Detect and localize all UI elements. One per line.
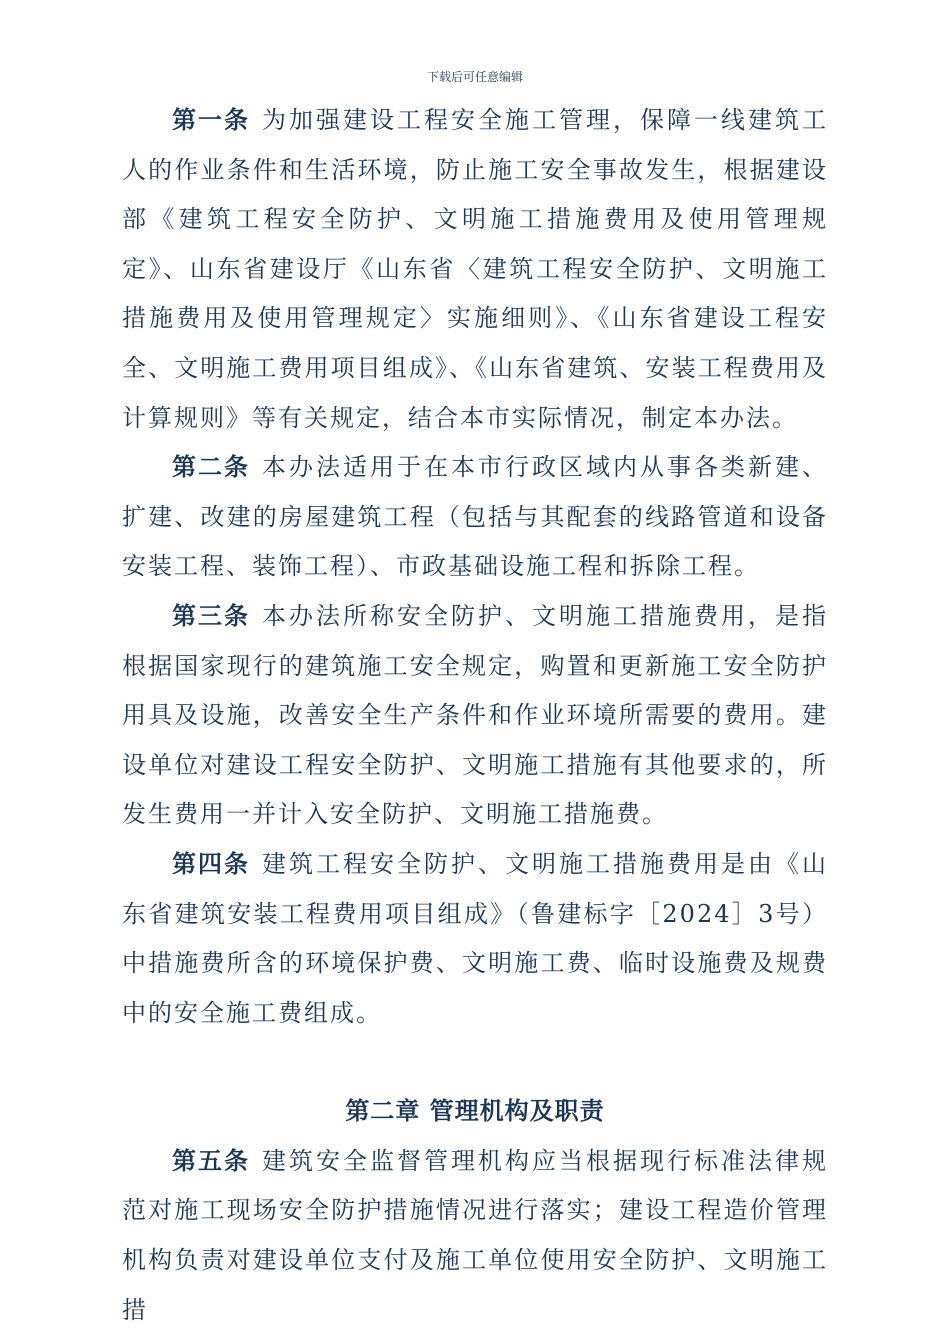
article-1: [122, 96, 828, 443]
article-3: [122, 592, 828, 840]
chapter-title: 第二章 管理机构及职责: [345, 1097, 605, 1126]
article-text: 建筑安全监督管理机构应当根据现行标准法律规范对施工现场安全防护措施情况进行落实；建设工程造价管理机构负责对建设单位支付及施工单位使用安全防护、文明施工措: [122, 1146, 828, 1324]
article-5: [122, 1137, 828, 1335]
article-label: 第四条: [172, 849, 250, 878]
article-label: 第一条: [172, 106, 250, 134]
article-text: 本办法所称安全防护、文明施工措施费用，是指根据国家现行的建筑施工安全规定，购置和更新施工安全防护用具及设施，改善安全生产条件和作业环境所需要的费用。建设单位对建设工程安全防护、文明施工措施有其他要求的，所发生费用一并计入安全防护、文明施工措施费。: [122, 601, 828, 829]
article-text: 本办法适用于在本市行政区域内从事各类新建、扩建、改建的房屋建筑工程（包括与其配套的线路管道和设备安装工程、装饰工程）、市政基础设施工程和拆除工程。: [122, 453, 828, 581]
article-text: 建筑工程安全防护、文明施工措施费用是由《山东省建筑安装工程费用项目组成》（鲁建标字［2024］3号）中措施费所含的环境保护费、文明施工费、临时设施费及规费中的安全施工费组成。: [122, 849, 828, 1027]
article-label: 第三条: [172, 601, 250, 630]
document-body: [122, 96, 828, 1335]
article-2: [122, 443, 828, 592]
article-4: [122, 840, 828, 1038]
article-label: 第五条: [172, 1146, 250, 1175]
article-label: 第二条: [172, 453, 250, 482]
article-text: 为加强建设工程安全施工管理，保障一线建筑工人的作业条件和生活环境，防止施工安全事故发生，根据建设部《建筑工程安全防护、文明施工措施费用及使用管理规定》、山东省建设厅《山东省〈建筑工程安全防护、文明施工措施费用及使用管理规定〉实施细则》、《山东省建设工程安全、文明施工费用项目组成》、《山东省建筑、安装工程费用及计算规则》等有关规定，结合本市实际情况，制定本办法。: [122, 106, 828, 432]
header-note: 下载后可任意编辑: [426, 70, 523, 84]
